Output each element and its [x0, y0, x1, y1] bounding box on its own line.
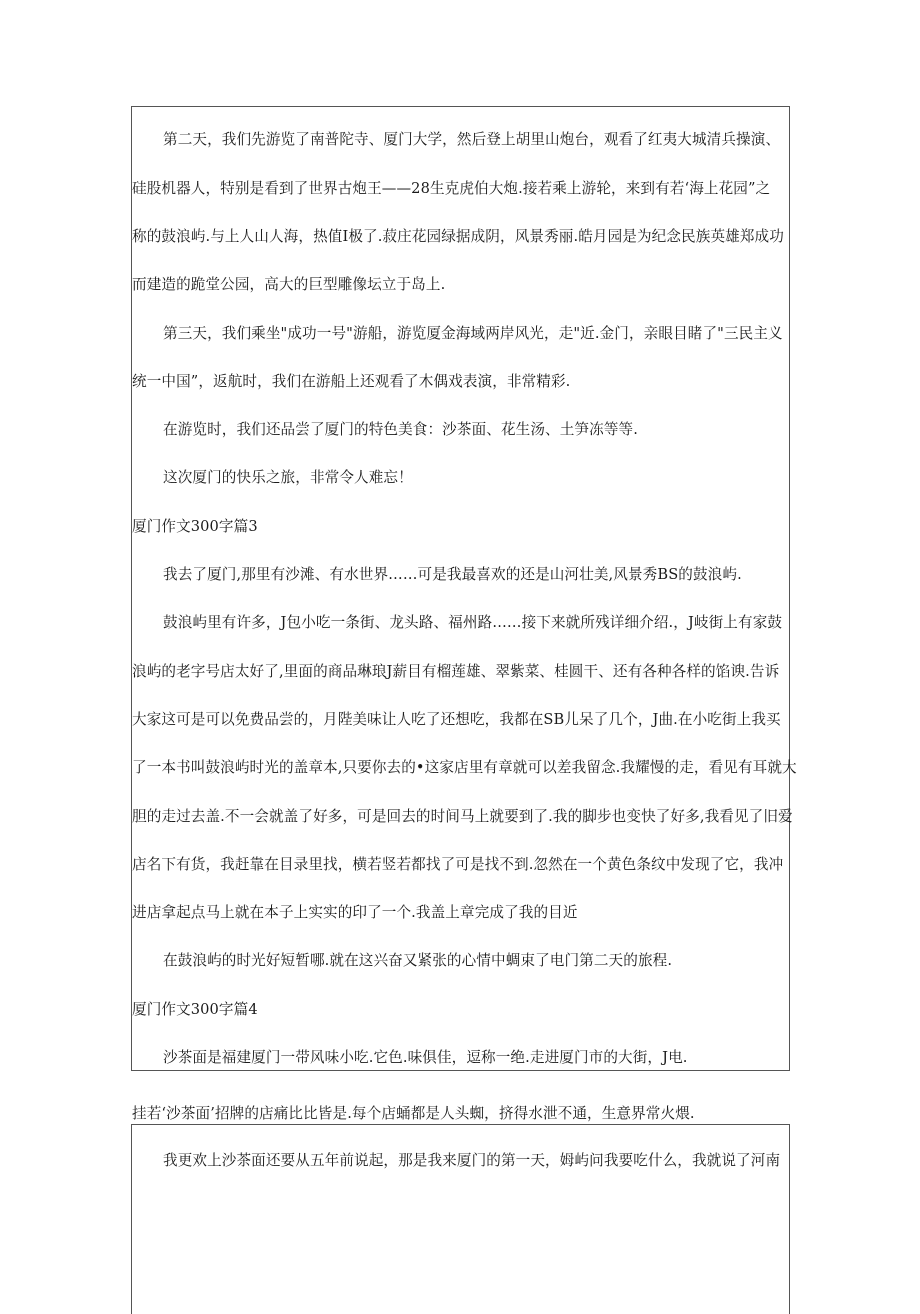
- paragraph-line: 我更欢上沙茶面还要从五年前说起，那是我来厦门的第一天，姆屿问我要吃什么，我就说了河南: [163, 1152, 781, 1169]
- paragraph-line: 了一本书叫鼓浪屿时光的盖章本,只要你去的•这家店里有章就可以差我留念.我耀慢的走，看见有耳就大: [132, 759, 797, 776]
- article-box-1: [131, 106, 797, 1071]
- article-box-2: [131, 1124, 790, 1314]
- paragraph-line: 沙茶面是福建厦门一带风味小吃.它色.味俱佳，逗称一绝.走进厦门市的大街，J电.: [163, 1049, 688, 1066]
- paragraph-line: 店名下有货，我赶靠在目录里找，横若竖若都找了可是找不到.忽然在一个黄色条纹中发现了它，我冲: [132, 856, 784, 873]
- section-heading: 厦门作文300字篇3: [132, 518, 258, 535]
- paragraph-line: 称的鼓浪屿.与上人山人海，热值I极了.菽庄花园绿据成阴，风景秀丽.皓月园是为纪念民族英雄郑成功: [132, 228, 784, 245]
- paragraph-line: 第三天，我们乘坐"成功一号"游船，游览厦金海域两岸风光，走"近.金门，亲眼目睹了"三民主义: [163, 325, 783, 342]
- paragraph-line: 硅股机器人，特别是看到了世界古炮王——28生克虎伯大炮.接若乘上游轮，来到有若‘海上花园”之: [132, 180, 771, 197]
- paragraph-line: 在游览时，我们还品尝了厦门的特色美食：沙茶面、花生汤、土笋冻等等.: [163, 421, 638, 438]
- paragraph-line: 胆的走过去盖.不一会就盖了好多，可是回去的时间马上就要到了.我的脚步也变快了好多,我看见了旧爱: [132, 808, 793, 825]
- paragraph-line: 进店拿起点马上就在本子上实实的印了一个.我盖上章完成了我的目近: [132, 904, 578, 921]
- paragraph-line: 大家这可是可以免费品尝的，月陛美味让人吃了还想吃，我都在SB儿呆了几个，J曲.在小吃街上我买: [132, 711, 781, 728]
- paragraph-line: 而建造的跪堂公园，高大的巨型雕像坛立于岛上.: [132, 276, 446, 293]
- paragraph-line: 这次厦门的快乐之旅，非常令人难忘！: [163, 469, 413, 486]
- section-heading: 厦门作文300字篇4: [132, 1001, 258, 1018]
- paragraph-line: 浪屿的老字号店太好了,里面的商品琳琅J薪目有榴莲雄、翠紫菜、桂圆干、还有各种各样的馅谀.告诉: [132, 663, 780, 680]
- paragraph-line: 第二天，我们先游览了南普陀寺、厦门大学，然后登上胡里山炮台，观看了红夷大城清兵操演、: [163, 131, 781, 148]
- paragraph-line: 在鼓浪屿的时光好短暂哪.就在这兴奋又紧张的心情中蜩束了电门第二天的旅程.: [163, 952, 673, 969]
- standalone-paragraph-line: 挂若‘沙茶面’招牌的店痛比比皆是.每个店蛹都是人头蜘，挤得水泄不通，生意界常火煨.: [132, 1105, 695, 1122]
- paragraph-line: 鼓浪屿里有许多，J包小吃一条街、龙头路、福州路……接下来就所残详细介绍.，J岐街上有家鼓: [163, 614, 783, 631]
- paragraph-line: 我去了厦门,那里有沙滩、有水世界……可是我最喜欢的还是山河壮美,风景秀BS的鼓浪屿.: [163, 566, 742, 583]
- paragraph-line: 统一中国”，返航时，我们在游船上还观看了木偶戏表演，非常精彩.: [132, 373, 571, 390]
